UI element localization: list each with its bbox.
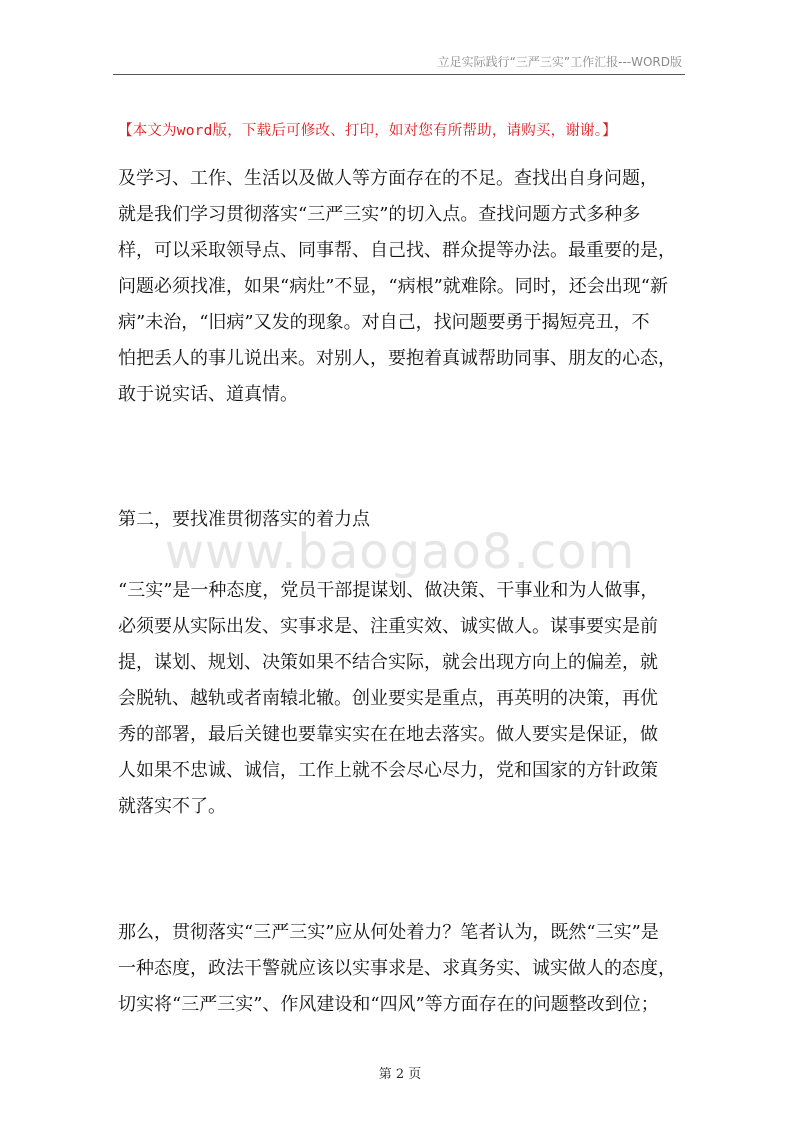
text-line: 病”未治，“旧病”又发的现象。对自己，找问题要勇于揭短亮丑，不 [118,312,650,333]
text-line: 怕把丢人的事儿说出来。对别人，要抱着真诚帮助同事、朋友的心态， [118,348,676,369]
body-paragraph-2 [118,573,684,825]
header-divider [113,74,685,75]
text-line: 就是我们学习贯彻落实“三严三实”的切入点。查找问题方式多种多 [118,204,641,225]
running-header-title: 立足实际践行“三严三实”工作汇报---WORD版 [437,55,682,69]
text-line: 会脱轨、越轨或者南辕北辙。创业要实是重点，再英明的决策，再优 [118,688,658,709]
download-notice: 【本文为word版，下载后可修改、打印，如对您有所帮助，请购买，谢谢。】 [118,123,617,139]
body-paragraph-3 [118,915,684,1023]
text-line: 一种态度，政法干警就应该以实事求是、求真务实、诚实做人的态度， [118,958,676,979]
heading-text: 第二，要找准贯彻落实的着力点 [118,509,370,530]
section-heading [118,502,684,538]
text-line: 就落实不了。 [118,796,226,817]
page-number: 第 2 页 [378,1067,422,1082]
text-line: 样，可以采取领导点、同事帮、自己找、群众提等办法。最重要的是， [118,240,676,261]
text-line: 人如果不忠诚、诚信，工作上就不会尽心尽力，党和国家的方针政策 [118,760,658,781]
text-line: 必须要从实际出发、实事求是、注重实效、诚实做人。谋事要实是前 [118,616,658,637]
body-paragraph-1 [118,161,684,413]
watermark: www.baogao8.com [164,524,636,580]
text-line: 切实将“三严三实”、作风建设和“四风”等方面存在的问题整改到位； [118,994,659,1015]
text-line: 问题必须找准，如果“病灶”不显，“病根”就难除。同时，还会出现“新 [118,276,669,297]
text-line: 秀的部署，最后关键也要靠实实在在地去落实。做人要实是保证，做 [118,724,658,745]
text-line: 那么，贯彻落实“三严三实”应从何处着力？笔者认为，既然“三实”是 [118,922,659,943]
text-line: 敢于说实话、道真情。 [118,384,298,405]
text-line: 提，谋划、规划、决策如果不结合实际，就会出现方向上的偏差，就 [118,652,658,673]
text-line: “三实”是一种态度，党员干部提谋划、做决策、干事业和为人做事， [118,580,659,601]
text-line: 及学习、工作、生活以及做人等方面存在的不足。查找出自身问题， [118,168,658,189]
